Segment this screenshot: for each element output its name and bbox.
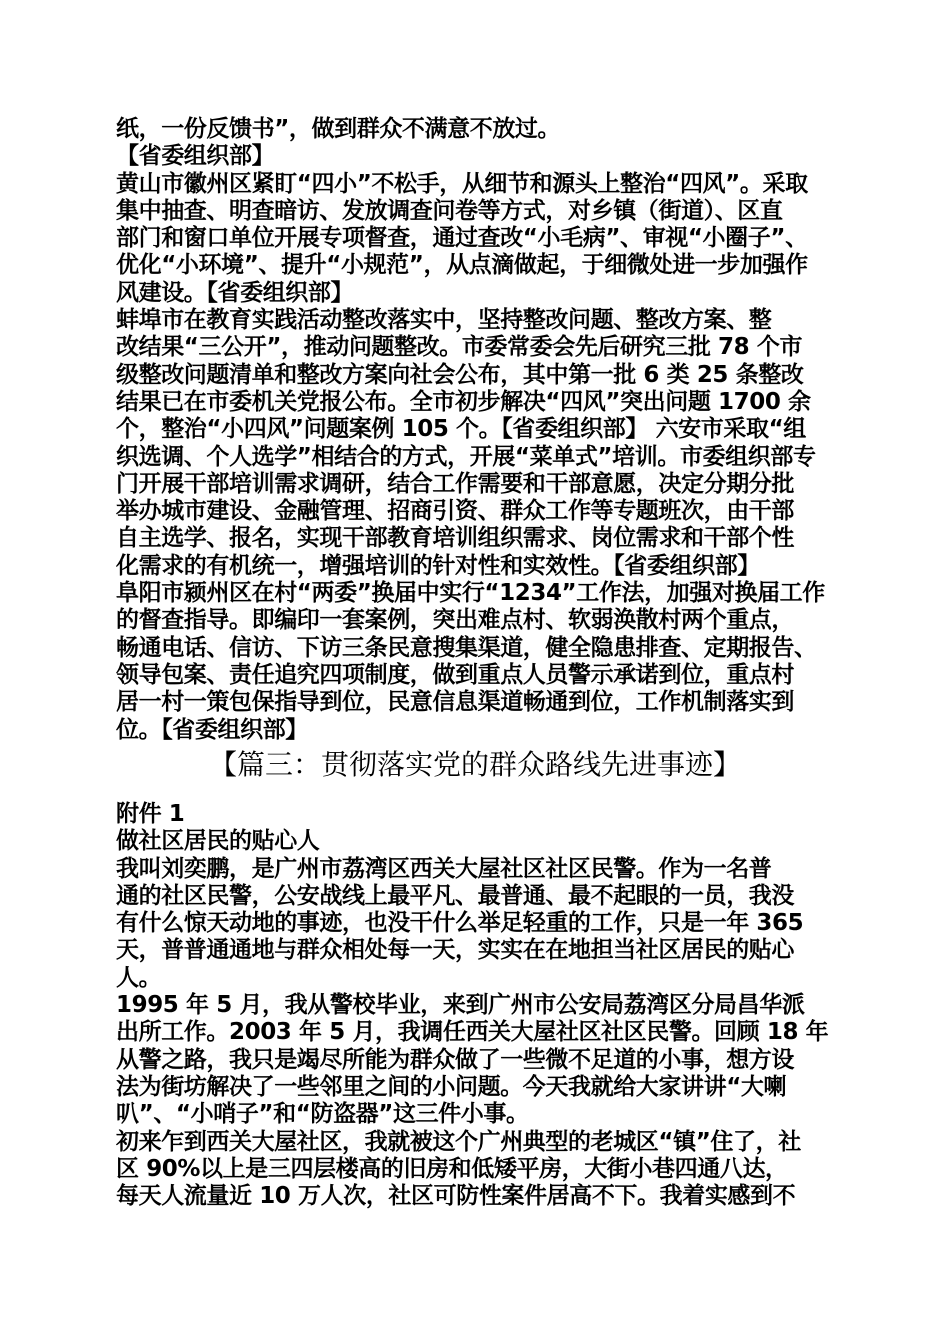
text-line: 叭”、“小哨子”和“防盗器”这三件小事。 <box>116 1101 529 1128</box>
text-line: 集中抽查、明查暗访、发放调查问卷等方式，对乡镇（街道）、区直 <box>116 197 783 224</box>
text-line: 结果已在市委机关党报公布。全市初步解决“四风”突出问题 1700 余 <box>116 388 811 415</box>
text-line: 门开展干部培训需求调研，结合工作需要和干部意愿，决定分期分批 <box>116 470 795 497</box>
text-line: 法为街坊解决了一些邻里之间的小问题。今天我就给大家讲讲“大喇 <box>116 1073 787 1100</box>
text-line: 自主选学、报名，实现干部教育培训组织需求、岗位需求和干部个性 <box>116 525 795 552</box>
text-line: 做社区居民的贴心人 <box>116 828 320 855</box>
text-line: 改结果“三公开”，推动问题整改。市委常委会先后研究三批 78 个市 <box>116 334 803 361</box>
text-line: 领导包案、责任追究四项制度，做到重点人员警示承诺到位，重点村 <box>116 661 795 688</box>
text-line: 通的社区民警，公安战线上最平凡、最普通、最不起眼的一员，我没 <box>116 882 795 909</box>
text-line: 蚌埠市在教育实践活动整改落实中，坚持整改问题、整改方案、整 <box>116 307 772 334</box>
text-line: 化需求的有机统一，增强培训的针对性和实效性。【省委组织部】 <box>116 552 760 579</box>
text-line: 我叫刘奕鹏，是广州市荔湾区西关大屋社区社区民警。作为一名普 <box>116 855 772 882</box>
text-line: 风建设。【省委组织部】 <box>116 279 354 306</box>
text-line: 居一村一策包保指导到位，民意信息渠道畅通到位，工作机制落实到 <box>116 689 795 716</box>
text-line: 个，整治“小四风”问题案例 105 个。【省委组织部】 六安市采取“组 <box>116 416 806 443</box>
text-line: 从警之路，我只是竭尽所能为群众做了一些微不足道的小事，想方设 <box>116 1046 795 1073</box>
text-line: 人。 <box>116 964 162 991</box>
text-line: 优化“小环境”、提升“小规范”，从点滴做起，于细微处进一步加强作 <box>116 252 808 279</box>
text-line: 【省委组织部】 <box>116 143 275 170</box>
text-line: 位。【省委组织部】 <box>116 716 308 743</box>
text-line: 区 90%以上是三四层楼高的旧房和低矮平房，大街小巷四通八达， <box>116 1155 788 1182</box>
text-line: 的督查指导。即编印一套案例，突出难点村、软弱涣散村两个重点， <box>116 607 795 634</box>
text-line: 初来乍到西关大屋社区，我就被这个广州典型的老城区“镇”住了，社 <box>116 1128 801 1155</box>
text-line: 畅通电话、信访、下访三条民意搜集渠道，健全隐患排查、定期报告、 <box>116 634 817 661</box>
text-line: 织选调、个人选学”相结合的方式，开展“菜单式”培训。市委组织部专 <box>116 443 816 470</box>
section-heading: 【篇三：贯彻落实党的群众路线先进事迹】 <box>208 748 741 781</box>
text-line: 天，普普通通地与群众相处每一天，实实在在地担当社区居民的贴心 <box>116 937 795 964</box>
text-line: 部门和窗口单位开展专项督查，通过查改“小毛病”、审视“小圈子”、 <box>116 225 808 252</box>
text-line: 出所工作。2003 年 5 月，我调任西关大屋社区社区民警。回顾 18 年 <box>116 1019 829 1046</box>
text-line: 有什么惊天动地的事迹，也没干什么举足轻重的工作，只是一年 365 <box>116 910 804 937</box>
text-line: 举办城市建设、金融管理、招商引资、群众工作等专题班次，由干部 <box>116 498 795 525</box>
section-text-2 <box>116 801 850 1210</box>
text-line: 级整改问题清单和整改方案向社会公布，其中第一批 6 类 25 条整改 <box>116 361 804 388</box>
text-line: 每天人流量近 10 万人次，社区可防性案件居高不下。我着实感到不 <box>116 1183 796 1210</box>
text-line: 1995 年 5 月，我从警校毕业，来到广州市公安局荔湾区分局昌华派 <box>116 992 805 1019</box>
text-line: 附件 1 <box>116 801 185 827</box>
text-line: 阜阳市颍州区在村“两委”换届中实行“1234”工作法，加强对换届工作 <box>116 580 825 607</box>
section-text-1 <box>116 116 850 744</box>
text-line: 黄山市徽州区紧盯“四小”不松手，从细节和源头上整治“四风”。采取 <box>116 170 808 197</box>
text-line: 纸，一份反馈书”，做到群众不满意不放过。 <box>116 116 561 142</box>
